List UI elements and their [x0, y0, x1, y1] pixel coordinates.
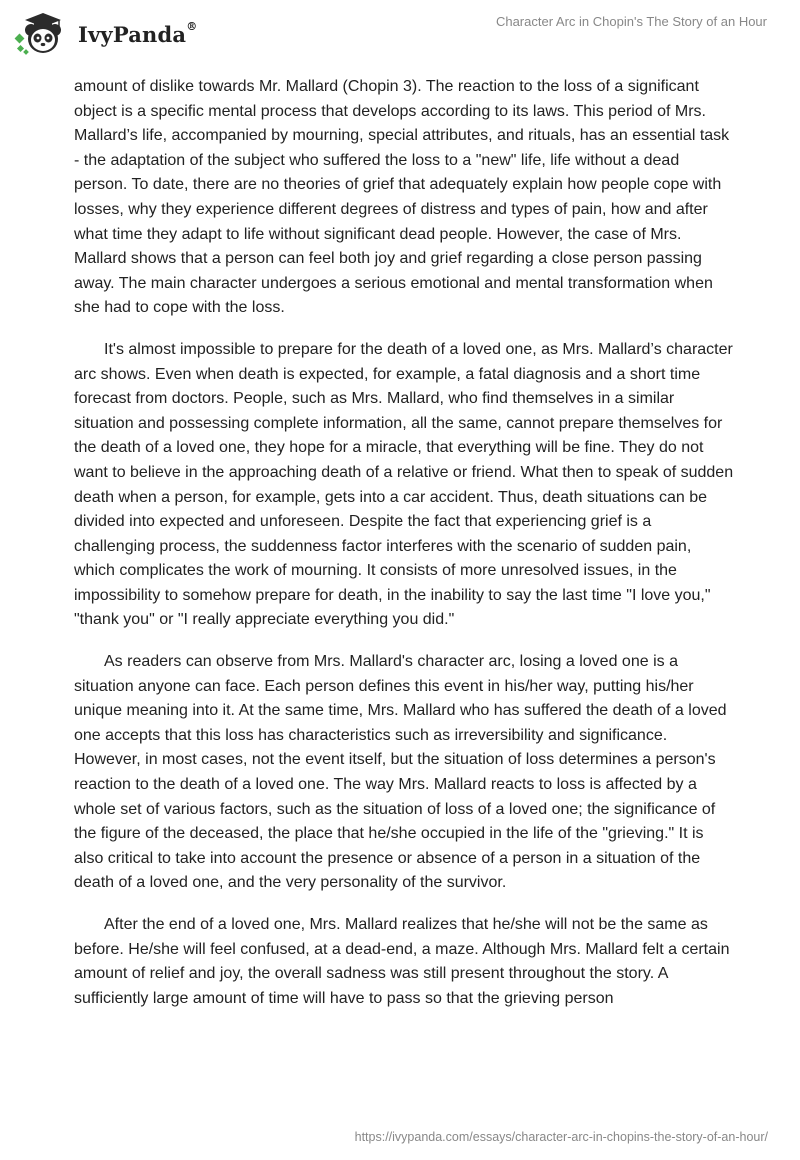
ivypanda-logo[interactable]: [14, 10, 197, 56]
registered-mark: ®: [186, 19, 198, 33]
page-header: [0, 0, 800, 60]
source-url[interactable]: https://ivypanda.com/essays/character-arc-in-chopins-the-story-of-an-hour/: [354, 1130, 768, 1144]
essay-body: [74, 75, 734, 1028]
brand-name: IvyPanda®: [78, 19, 198, 47]
paragraph-2: It's almost impossible to prepare for the death of a loved one, as Mrs. Mallard’s character arc shows. Even when death is expected, for example, a fatal diagnosis and a short time forecast from doctors. People, such as Mrs. Mallard, who find themselves in a similar situation and possessing complete information, all the same, cannot prepare themselves for the death of a loved one, they hope for a miracle, that everything will be fine. They do not want to believe in the approaching death of a relative or friend. What then to speak of sudden death when a person, for example, gets into a car accident. Thus, death situations can be divided into expected and unforeseen. Despite the fact that experiencing grief is a challenging process, the suddenness factor interferes with the scenario of sudden pain, which complicates the work of mourning. It consists of more unresolved issues, in the impossibility to somehow prepare for death, in the inability to say the last time "I love you," "thank you" or "I really appreciate everything you did.": [74, 340, 734, 629]
paragraph-3: As readers can observe from Mrs. Mallard's character arc, losing a loved one is a situation anyone can face. Each person defines this event in his/her way, putting his/her unique meaning into it. At the same time, Mrs. Mallard who has suffered the death of a loved one accepts that this loss has characteristics such as irreversibility and significance. However, in most cases, not the event itself, but the situation of loss determines a person's reaction to the death of a loved one. The way Mrs. Mallard reacts to loss is affected by a whole set of various factors, such as the situation of loss of a loved one; the significance of the figure of the deceased, the place that he/she occupied in the life of the "grieving." It is also critical to take into account the presence or absence of a person in a situation of the death of a loved one, and the very personality of the survivor.: [74, 653, 727, 892]
paragraph-4: After the end of a loved one, Mrs. Mallard realizes that he/she will not be the same as before. He/she will feel confused, at a dead-end, a maze. Although Mrs. Mallard felt a certain amount of relief and joy, the overall sadness was still present throughout the story. A sufficiently large amount of time will have to pass so that the grieving person: [74, 916, 730, 1007]
document-title: Character Arc in Chopin's The Story of an Hour: [495, 14, 767, 29]
panda-graduation-cap-icon: [14, 10, 70, 56]
paragraph-1: amount of dislike towards Mr. Mallard (Chopin 3). The reaction to the loss of a significant object is a specific mental process that develops according to its laws. This period of Mrs. Mallard’s life, accompanied by mourning, special attributes, and rituals, has an essential task - the adaptation of the subject who suffered the loss to a "new" life, life without a dead person. To date, there are no theories of grief that adequately explain how people cope with losses, why they experience different degrees of distress and types of pain, how and after what time they adapt to life without significant dead people. However, the case of Mrs. Mallard shows that a person can feel both joy and grief regarding a close person passing away. The main character undergoes a serious emotional and mental transformation when she had to cope with the loss.: [74, 78, 730, 317]
